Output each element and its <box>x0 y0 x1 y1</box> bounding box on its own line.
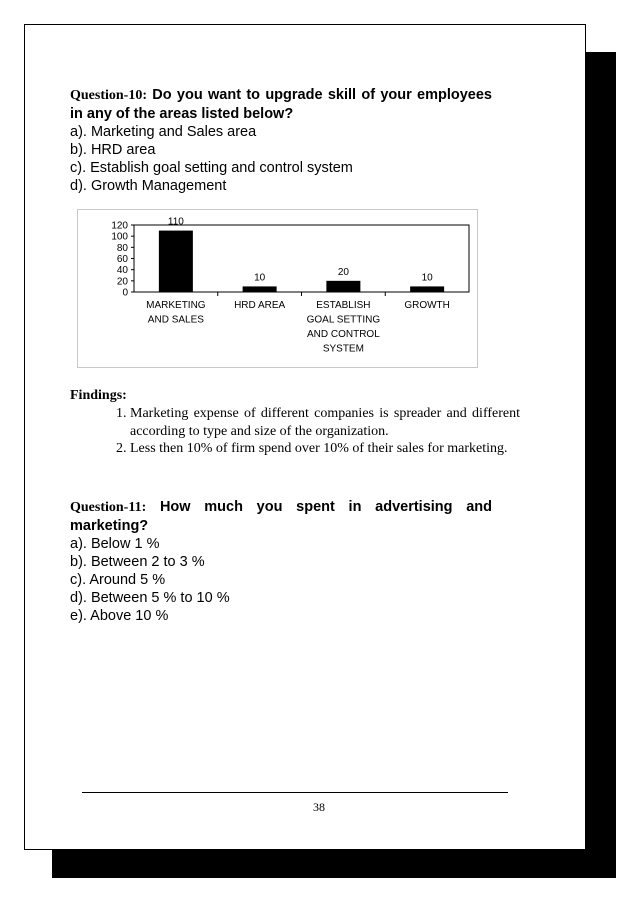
question-10 <box>70 86 492 123</box>
bar <box>410 286 444 292</box>
data-label: 20 <box>337 266 349 278</box>
q10-option-d: d). Growth Management <box>70 178 227 194</box>
y-tick-label: 60 <box>116 254 128 265</box>
y-tick-label: 20 <box>116 276 128 288</box>
question-11-block <box>70 498 492 625</box>
data-label: 110 <box>167 216 184 228</box>
finding-item: 1. Marketing expense of different companies is spreader and different according to type and size of the organization. <box>130 405 520 440</box>
bar <box>159 231 193 292</box>
category-label: AND CONTROL <box>306 329 380 340</box>
y-tick-label: 0 <box>122 287 128 299</box>
question-11-label: Question-11: <box>70 500 147 515</box>
q10-option-c: c). Establish goal setting and control system <box>70 160 353 176</box>
q11-option-d: d). Between 5 % to 10 % <box>70 590 230 606</box>
q11-option-c: c). Around 5 % <box>70 572 166 588</box>
bar <box>243 286 277 292</box>
q10-option-a: a). Marketing and Sales area <box>70 124 257 140</box>
question-10-label: Question-10: <box>70 88 147 103</box>
y-tick-label: 40 <box>116 265 128 277</box>
q11-option-a: a). Below 1 % <box>70 536 160 552</box>
findings-list <box>100 405 520 458</box>
category-label: GROWTH <box>404 300 450 311</box>
category-label: ESTABLISH <box>316 300 371 311</box>
question-10-block <box>70 86 492 195</box>
category-label: GOAL SETTING <box>306 314 381 326</box>
footer-rule <box>82 792 508 793</box>
q10-option-b: b). HRD area <box>70 142 156 158</box>
data-label: 10 <box>421 272 433 284</box>
y-tick-label: 120 <box>111 220 128 232</box>
bar <box>326 281 360 292</box>
data-label: 10 <box>254 272 266 284</box>
category-label: MARKETING <box>146 300 206 311</box>
question-11 <box>70 498 492 535</box>
finding-item: 2. Less then 10% of firm spend over 10% of their sales for marketing. <box>130 440 520 458</box>
y-tick-label: 80 <box>116 242 128 254</box>
category-label: HRD AREA <box>234 300 286 311</box>
bar-chart <box>77 209 478 368</box>
page-number: 38 <box>313 800 325 814</box>
question-11-text: How much you spent in advertising and marketing? <box>70 499 492 534</box>
question-10-text: Do you want to upgrade skill of your employees in any of the areas listed below? <box>70 87 492 122</box>
category-label: AND SALES <box>147 314 204 326</box>
q11-option-b: b). Between 2 to 3 % <box>70 554 205 570</box>
category-label: SYSTEM <box>322 343 364 355</box>
y-tick-label: 100 <box>111 231 128 243</box>
bar-chart-svg <box>78 210 477 367</box>
findings-title: Findings: <box>70 388 127 403</box>
q11-option-e: e). Above 10 % <box>70 608 169 624</box>
